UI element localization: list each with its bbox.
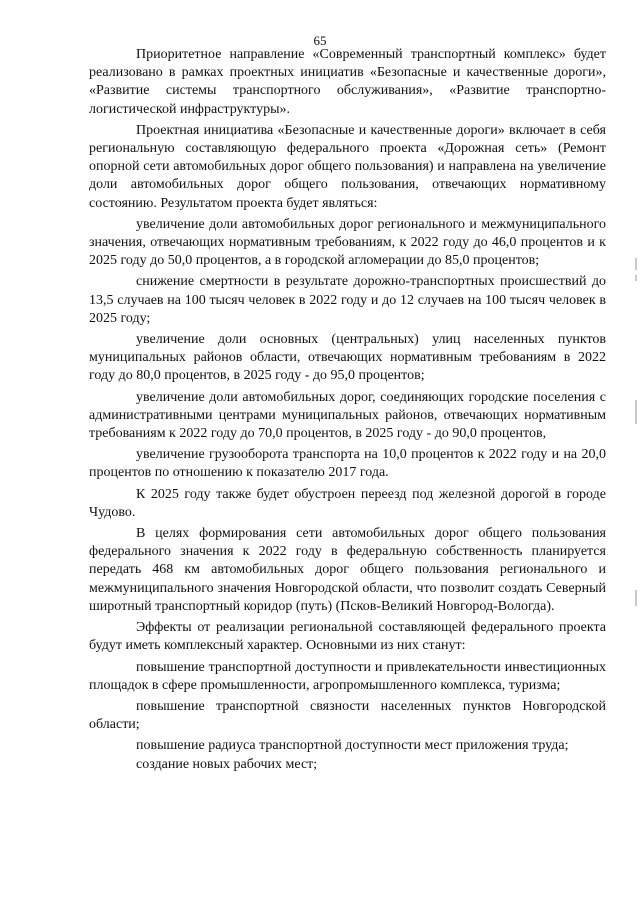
paragraph-freight-turnover: увеличение грузооборота транспорта на 10,0 процентов к 2022 году и на 20,0 процентов по отношению к показателю 2017 года.: [89, 447, 606, 481]
paragraph-connectivity: повышение транспортной связности населенных пунктов Новгородской области;: [89, 698, 606, 733]
scan-edge-mark: [635, 590, 637, 606]
paragraph-federal-network: В целях формирования сети автомобильных дорог общего пользования федерального значения к 2022 году в федеральную собственность планируется передать 468 км автомобильных дорог общего пользования регионального и межмуниципального значения Новгородской области, что позволит создать Северный широтный транспортный коридор (путь) (Псков-Великий Новгород-Вологда).: [89, 526, 606, 614]
scan-edge-mark: [635, 258, 637, 270]
paragraph-work-radius: повышение радиуса транспортной доступности мест приложения труда;: [136, 738, 569, 754]
paragraph-priority-direction: Приоритетное направление «Современный транспортный комплекс» будет реализовано в рамках проектных инициатив «Безопасные и качественные дороги», «Развитие системы транспортного обслуживания», «Развитие транспортно-логистической инфраструктуры».: [89, 47, 606, 117]
paragraph-project-initiative: Проектная инициатива «Безопасные и качественные дороги» включает в себя региональную составляющую федерального проекта «Дорожная сеть» (Ремонт опорной сети автомобильных дорог общего пользования) и направлена на увеличение доли автомобильных дорог общего пользования, отвечающих нормативному состоянию. Результатом проекта будет являться:: [89, 122, 606, 211]
paragraph-central-streets: увеличение доли основных (центральных) улиц населенных пунктов муниципальных районов области, отвечающих нормативным требованиям в 2022 году до 80,0 процентов, в 2025 году - до 95,0 процентов;: [89, 332, 606, 384]
page-number: 65: [313, 33, 327, 48]
scan-edge-mark: [635, 275, 637, 281]
paragraph-accessibility: повышение транспортной доступности и привлекательности инвестиционных площадок в сфере промышленности, агропромышленного комплекса, туризма;: [89, 659, 606, 693]
paragraph-effects: Эффекты от реализации региональной составляющей федерального проекта будут иметь комплексный характер. Основными из них станут:: [89, 620, 606, 654]
paragraph-connecting-roads: увеличение доли автомобильных дорог, соединяющих городские поселения с административными центрами муниципальных районов, отвечающих нормативным требованиям к 2022 году до 70,0 процентов, в 2025 году - до 90,0 процентов,: [89, 389, 606, 442]
paragraph-new-jobs: создание новых рабочих мест;: [136, 756, 318, 772]
paragraph-chudovo-crossing: К 2025 году также будет обустроен переезд под железной дорогой в городе Чудово.: [89, 486, 606, 520]
paragraph-road-share: увеличение доли автомобильных дорог регионального и межмуниципального значения, отвечающих нормативным требованиям, к 2022 году до 46,0 процентов и к 2025 году до 50,0 процентов, а в городской агломерации до 85,0 процентов;: [89, 216, 606, 269]
document-body: [89, 46, 606, 774]
paragraph-mortality-reduction: снижение смертности в результате дорожно-транспортных происшествий до 13,5 случаев на 100 тысяч человек в 2022 году и до 12 случаев на 100 тысяч человек в 2025 году;: [89, 274, 606, 326]
scan-edge-mark: [635, 400, 637, 424]
